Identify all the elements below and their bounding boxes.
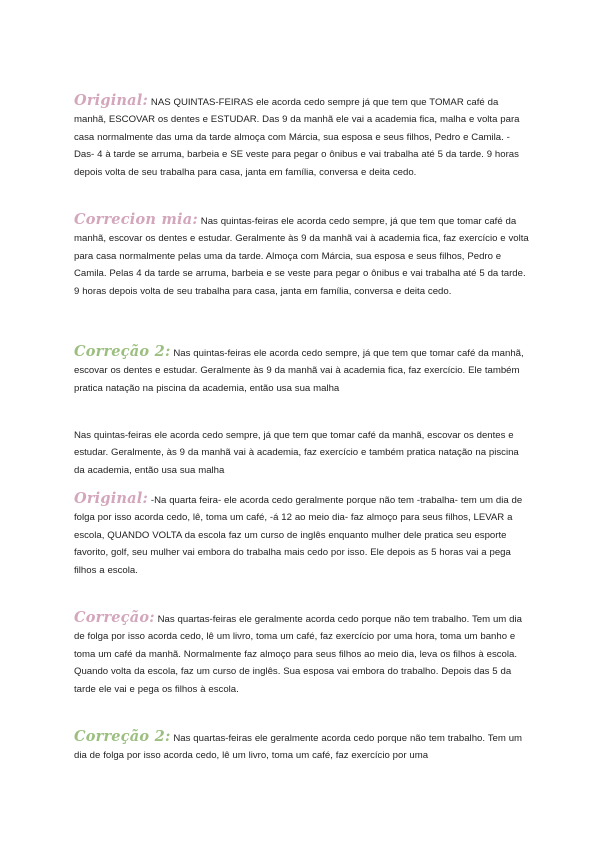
- paragraph-label: Correção:: [74, 609, 155, 626]
- paragraph-correction-thursday: [74, 211, 530, 300]
- paragraph-text: Nas quintas-feiras ele acorda cedo sempre, já que tem que tomar café da manhã, escovar os dentes e estudar. Geralmente às 9 da manhã vai à academia fica, faz exercício. Ele também pratica natação na piscina da academia, então usa sua malha: [74, 348, 524, 394]
- paragraph-text: Nas quartas-feiras ele geralmente acorda cedo porque não tem trabalho. Tem um dia de folga por isso acorda cedo, lê um livro, toma um café, faz exercício por uma hora, toma um banho e toma um café da manhã. Normalmente faz almoço para seus filhos ao meio dia, leva os filhos à escola. Quando volta da escola, faz um curso de inglês. Sua esposa vai embora do trabalho. Depois das 5 da tarde ele vai e pega os filhos à escola.: [74, 614, 522, 695]
- paragraph-body: [74, 490, 530, 579]
- paragraph-text: NAS QUINTAS-FEIRAS ele acorda cedo sempre já que tem que TOMAR café da manhã, ESCOVAR os dentes e ESTUDAR. Das 9 da manhã ele vai a academia fica, malha e volta para casa normalmente das uma da tarde almoça com Márcia, sua esposa e seus filhos, Pedro e Camila. -Das- 4 à tarde se arruma, barbeia e SE veste para pegar o ônibus e vai trabalha até 5 da tarde. 9 horas depois volta de seu trabalha para casa, janta em família, conversa e deita cedo.: [74, 97, 520, 178]
- paragraph-body: [74, 728, 530, 765]
- paragraph-text: Nas quintas-feiras ele acorda cedo sempre, já que tem que tomar café da manhã, escovar os dentes e estudar. Geralmente, às 9 da manhã vai à academia, faz exercício e também pratica natação na piscina da academia, então usa sua malha: [74, 430, 519, 476]
- paragraph-text: Nas quartas-feiras ele geralmente acorda cedo porque não tem trabalho. Tem um dia de folga por isso acorda cedo, lê um livro, toma um café, faz exercício por uma: [74, 733, 523, 762]
- paragraph-original-wednesday: [74, 490, 530, 579]
- paragraph-body: [74, 211, 530, 300]
- paragraph-text: -Na quarta feira- ele acorda cedo geralmente porque não tem -trabalha- tem um dia de folga por isso acorda cedo, lê, toma um café, -á 12 ao meio dia- faz almoço para seus filhos, LEVAR a escola, QUANDO VOLTA da escola faz um curso de inglês enquanto mulher dele pratica seu esporte favorito, golf, seu mulher vai embora do trabalha mais cedo por isso. Ele depois as 5 horas vai a pega filhos a escola.: [74, 495, 523, 576]
- paragraph-final-thursday: [74, 427, 530, 479]
- paragraph-correction-wednesday: [74, 609, 530, 698]
- paragraph-label: Original:: [74, 490, 149, 507]
- paragraph-text: Nas quintas-feiras ele acorda cedo sempre, já que tem que tomar café da manhã, escovar os dentes e estudar. Geralmente às 9 da manhã vai à academia fica, faz exercício e volta para casa normalmente pelas uma da tarde. Almoça com Márcia, sua esposa e seus filhos, Pedro e Camila. Pelas 4 da tarde se arruma, barbeia e se veste para pegar o ônibus e vai trabalha até 5 da tarde. 9 horas depois volta de seu trabalha para casa, janta em família, conversa e deita cedo.: [74, 216, 529, 297]
- paragraph-body: [74, 427, 530, 479]
- paragraph-label: Correção 2:: [74, 728, 171, 745]
- paragraph-original-thursday: [74, 92, 530, 181]
- paragraph-label: Original:: [74, 92, 149, 109]
- paragraph-correction2-wednesday: [74, 728, 530, 765]
- paragraph-body: [74, 609, 530, 698]
- paragraph-label: Correcion mia:: [74, 211, 198, 228]
- paragraph-label: Correção 2:: [74, 343, 171, 360]
- paragraph-body: [74, 92, 530, 181]
- paragraph-body: [74, 343, 530, 397]
- paragraph-correction2-thursday: [74, 343, 530, 397]
